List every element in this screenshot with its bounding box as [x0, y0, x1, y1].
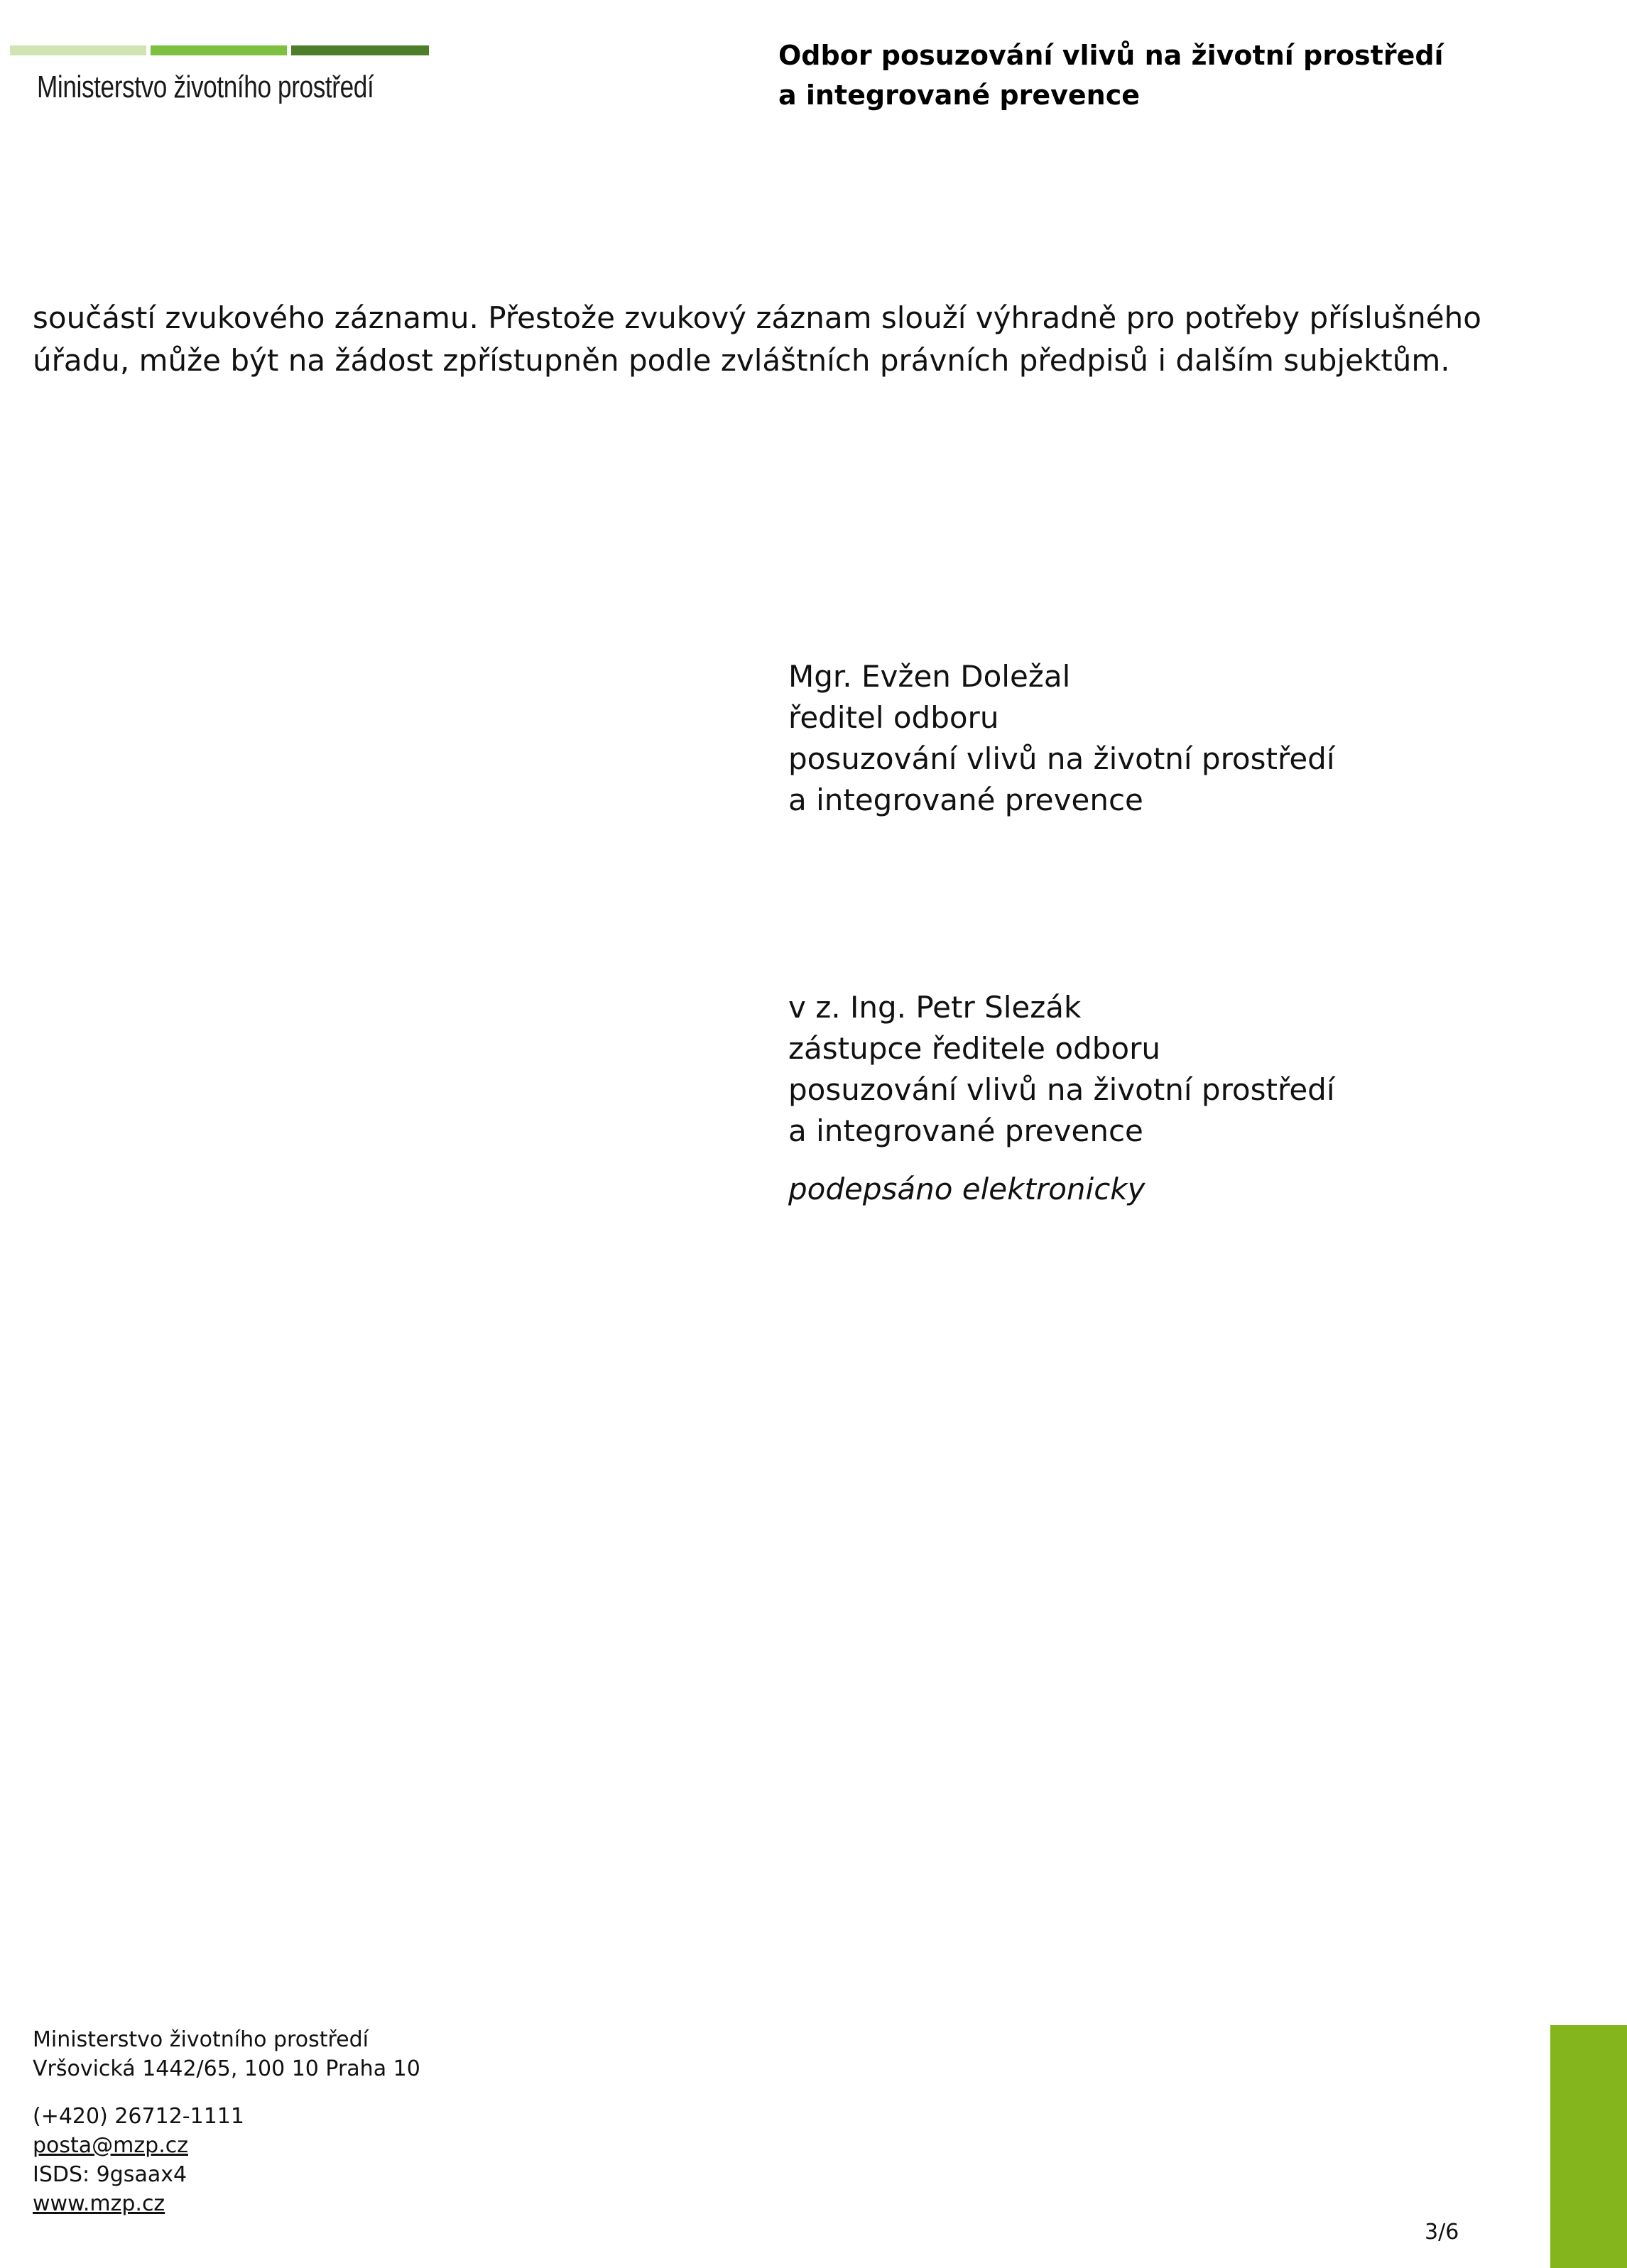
footer-isds: ISDS: 9gsaax4 [33, 2162, 187, 2187]
signatory-role: zástupce ředitele odboru [788, 1031, 1160, 1066]
logo-bar-light [10, 45, 146, 55]
logo-bar-dark [291, 45, 429, 55]
body-paragraph [33, 297, 1496, 382]
footer-phone: (+420) 26712-1111 [33, 2104, 244, 2129]
body-line-1: součástí zvukového záznamu. Přestože zvukový záznam slouží výhradně pro potřeby příslušného [33, 300, 1481, 335]
footer-org: Ministerstvo životního prostředí [33, 2027, 369, 2052]
department-header-line1: Odbor posuzování vlivů na životní prostředí [778, 40, 1444, 71]
ministry-logo-text: Ministerstvo životního prostředí [37, 70, 374, 104]
footer-contact-block [33, 2102, 244, 2218]
department-header-line2: a integrované prevence [778, 80, 1141, 111]
footer-address-block [33, 2025, 420, 2083]
electronic-signature-note: podepsáno elektronicky [788, 1172, 1146, 1206]
signature-block-director [788, 656, 1335, 821]
signature-block-deputy [788, 987, 1335, 1152]
footer-website-link[interactable]: www.mzp.cz [33, 2191, 165, 2216]
footer-address: Vršovická 1442/65, 100 10 Praha 10 [33, 2056, 420, 2081]
logo-bar-mid [151, 45, 287, 55]
signatory-name: v z. Ing. Petr Slezák [788, 990, 1082, 1025]
footer-green-strip [1550, 2025, 1627, 2268]
department-header [778, 36, 1444, 115]
signatory-role: ředitel odboru [788, 700, 999, 735]
signatory-dept-line2: a integrované prevence [788, 783, 1143, 817]
signatory-name: Mgr. Evžen Doležal [788, 659, 1071, 694]
signatory-dept-line1: posuzování vlivů na životní prostředí [788, 741, 1335, 776]
page-number: 3/6 [1425, 2220, 1459, 2245]
logo-color-bars [10, 45, 429, 55]
footer-email-link[interactable]: posta@mzp.cz [33, 2133, 188, 2158]
signatory-dept-line1: posuzování vlivů na životní prostředí [788, 1072, 1335, 1107]
body-line-2: úřadu, může být na žádost zpřístupněn podle zvláštních právních předpisů i dalším subjektům. [33, 343, 1450, 378]
signatory-dept-line2: a integrované prevence [788, 1113, 1143, 1148]
